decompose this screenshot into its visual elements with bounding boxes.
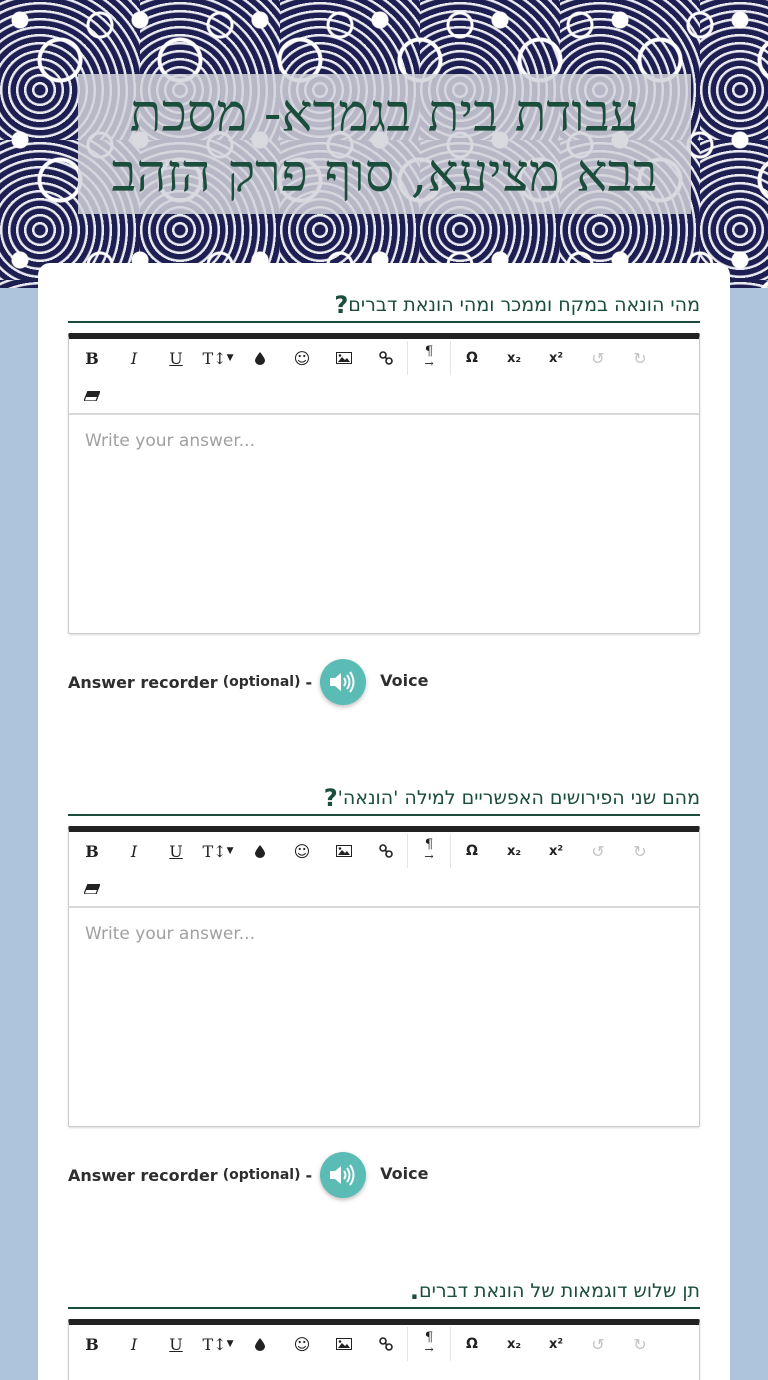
undo-icon: ↺	[591, 1334, 605, 1354]
answer-textarea[interactable]: Write your answer...	[85, 431, 255, 451]
editor-toolbar	[69, 1325, 699, 1380]
insert-link-button[interactable]	[365, 833, 407, 869]
emoji-button[interactable]	[281, 340, 323, 376]
bold-button[interactable]: B	[85, 348, 99, 368]
bold-button[interactable]: B	[85, 841, 99, 861]
title-box	[78, 74, 691, 214]
voice-label: Voice	[380, 1163, 429, 1183]
speaker-icon	[328, 670, 358, 694]
speaker-icon	[328, 1163, 358, 1187]
question-2	[68, 780, 700, 1127]
eraser-icon	[84, 884, 100, 894]
italic-button[interactable]: I	[130, 841, 138, 861]
link-icon	[379, 844, 393, 858]
clear-formatting-button[interactable]	[71, 378, 113, 414]
question-title	[68, 1273, 700, 1309]
question-punct: ?	[334, 291, 349, 319]
question-punct: .	[409, 1277, 419, 1305]
editor-toolbar	[69, 832, 699, 908]
font-size-icon: T↕	[202, 1334, 227, 1354]
droplet-icon	[255, 845, 265, 858]
undo-icon: ↺	[591, 841, 605, 861]
special-character-button[interactable]	[451, 1326, 493, 1362]
omega-icon: Ω	[466, 350, 478, 366]
question-1	[68, 287, 700, 634]
image-icon	[336, 1338, 352, 1350]
undo-button[interactable]	[577, 340, 619, 376]
editor-toolbar	[69, 339, 699, 415]
superscript-button[interactable]	[535, 833, 577, 869]
answer-textarea[interactable]: Write your answer...	[85, 924, 255, 944]
insert-link-button[interactable]	[365, 340, 407, 376]
superscript-icon: x²	[548, 843, 564, 859]
smiley-icon: ☺	[293, 348, 311, 368]
arrow-right-icon: →	[424, 1343, 434, 1356]
clear-formatting-button[interactable]	[71, 871, 113, 907]
image-icon	[336, 845, 352, 857]
arrow-right-icon: →	[424, 850, 434, 863]
superscript-icon: x²	[548, 350, 564, 366]
insert-image-button[interactable]	[323, 1326, 365, 1362]
header-banner	[0, 0, 768, 288]
pilcrow-icon: ¶	[424, 837, 434, 852]
redo-button[interactable]	[619, 340, 661, 376]
insert-image-button[interactable]	[323, 340, 365, 376]
pilcrow-icon: ¶	[424, 1330, 434, 1345]
subscript-icon: x₂	[506, 1336, 522, 1352]
superscript-button[interactable]	[535, 340, 577, 376]
underline-button[interactable]: U	[169, 1334, 183, 1354]
link-icon	[379, 1337, 393, 1351]
answer-recorder	[68, 659, 428, 705]
special-character-button[interactable]	[451, 833, 493, 869]
smiley-icon: ☺	[293, 841, 311, 861]
recorder-optional: (optional)	[222, 674, 301, 690]
pilcrow-icon: ¶	[424, 344, 434, 359]
question-3	[68, 1273, 700, 1380]
insert-image-button[interactable]	[323, 833, 365, 869]
question-text: מהי הונאה במקח וממכר ומהי הונאת דברים	[348, 294, 700, 316]
page-title-line-1: עבודת בית בגמרא- מסכת	[129, 84, 640, 144]
omega-icon: Ω	[466, 843, 478, 859]
rich-text-editor	[68, 826, 700, 1127]
underline-button[interactable]: U	[169, 841, 183, 861]
recorder-optional: (optional)	[222, 1167, 301, 1183]
recorder-label: Answer recorder	[68, 672, 218, 692]
text-direction-button[interactable]	[408, 340, 450, 376]
droplet-icon	[255, 352, 265, 365]
undo-button[interactable]	[577, 833, 619, 869]
arrow-right-icon: →	[424, 357, 434, 370]
subscript-button[interactable]	[493, 340, 535, 376]
recorder-dash: -	[305, 672, 313, 692]
voice-label: Voice	[380, 670, 429, 690]
text-color-button[interactable]	[239, 340, 281, 376]
font-size-icon: T↕	[202, 348, 227, 368]
subscript-icon: x₂	[506, 843, 522, 859]
caret-down-icon: ▼	[226, 1339, 234, 1349]
question-title	[68, 287, 700, 323]
bold-button[interactable]: B	[85, 1334, 99, 1354]
font-size-icon: T↕	[202, 841, 227, 861]
subscript-button[interactable]	[493, 1326, 535, 1362]
italic-button[interactable]: I	[130, 348, 138, 368]
italic-button[interactable]: I	[130, 1334, 138, 1354]
rich-text-editor	[68, 1319, 700, 1380]
font-size-dropdown[interactable]	[197, 833, 239, 869]
undo-button[interactable]	[577, 1326, 619, 1362]
text-direction-button[interactable]	[408, 1326, 450, 1362]
emoji-button[interactable]	[281, 1326, 323, 1362]
link-icon	[379, 351, 393, 365]
text-color-button[interactable]	[239, 833, 281, 869]
voice-record-button[interactable]	[320, 1152, 366, 1198]
recorder-dash: -	[305, 1165, 313, 1185]
answer-recorder	[68, 1152, 428, 1198]
font-size-dropdown[interactable]	[197, 1326, 239, 1362]
droplet-icon	[255, 1338, 265, 1351]
redo-icon: ↻	[633, 348, 647, 368]
question-punct: ?	[323, 784, 338, 812]
smiley-icon: ☺	[293, 1334, 311, 1354]
question-text: מהם שני הפירושים האפשריים למילה 'הונאה'	[337, 787, 700, 809]
voice-record-button[interactable]	[320, 659, 366, 705]
worksheet-card	[38, 263, 730, 1380]
emoji-button[interactable]	[281, 833, 323, 869]
text-direction-button[interactable]	[408, 833, 450, 869]
page-title-line-2: בבא מציעא, סוף פרק הזהב	[111, 144, 658, 204]
subscript-button[interactable]	[493, 833, 535, 869]
insert-link-button[interactable]	[365, 1326, 407, 1362]
image-icon	[336, 352, 352, 364]
recorder-label: Answer recorder	[68, 1165, 218, 1185]
caret-down-icon: ▼	[226, 846, 234, 856]
omega-icon: Ω	[466, 1336, 478, 1352]
underline-button[interactable]: U	[169, 348, 183, 368]
rich-text-editor	[68, 333, 700, 634]
superscript-icon: x²	[548, 1336, 564, 1352]
caret-down-icon: ▼	[226, 353, 234, 363]
font-size-dropdown[interactable]	[197, 340, 239, 376]
subscript-icon: x₂	[506, 350, 522, 366]
text-color-button[interactable]	[239, 1326, 281, 1362]
question-text: תן שלוש דוגמאות של הונאת דברים	[419, 1280, 700, 1302]
redo-icon: ↻	[633, 841, 647, 861]
undo-icon: ↺	[591, 348, 605, 368]
redo-button[interactable]	[619, 833, 661, 869]
question-title	[68, 780, 700, 816]
redo-icon: ↻	[633, 1334, 647, 1354]
special-character-button[interactable]	[451, 340, 493, 376]
eraser-icon	[84, 391, 100, 401]
redo-button[interactable]	[619, 1326, 661, 1362]
superscript-button[interactable]	[535, 1326, 577, 1362]
